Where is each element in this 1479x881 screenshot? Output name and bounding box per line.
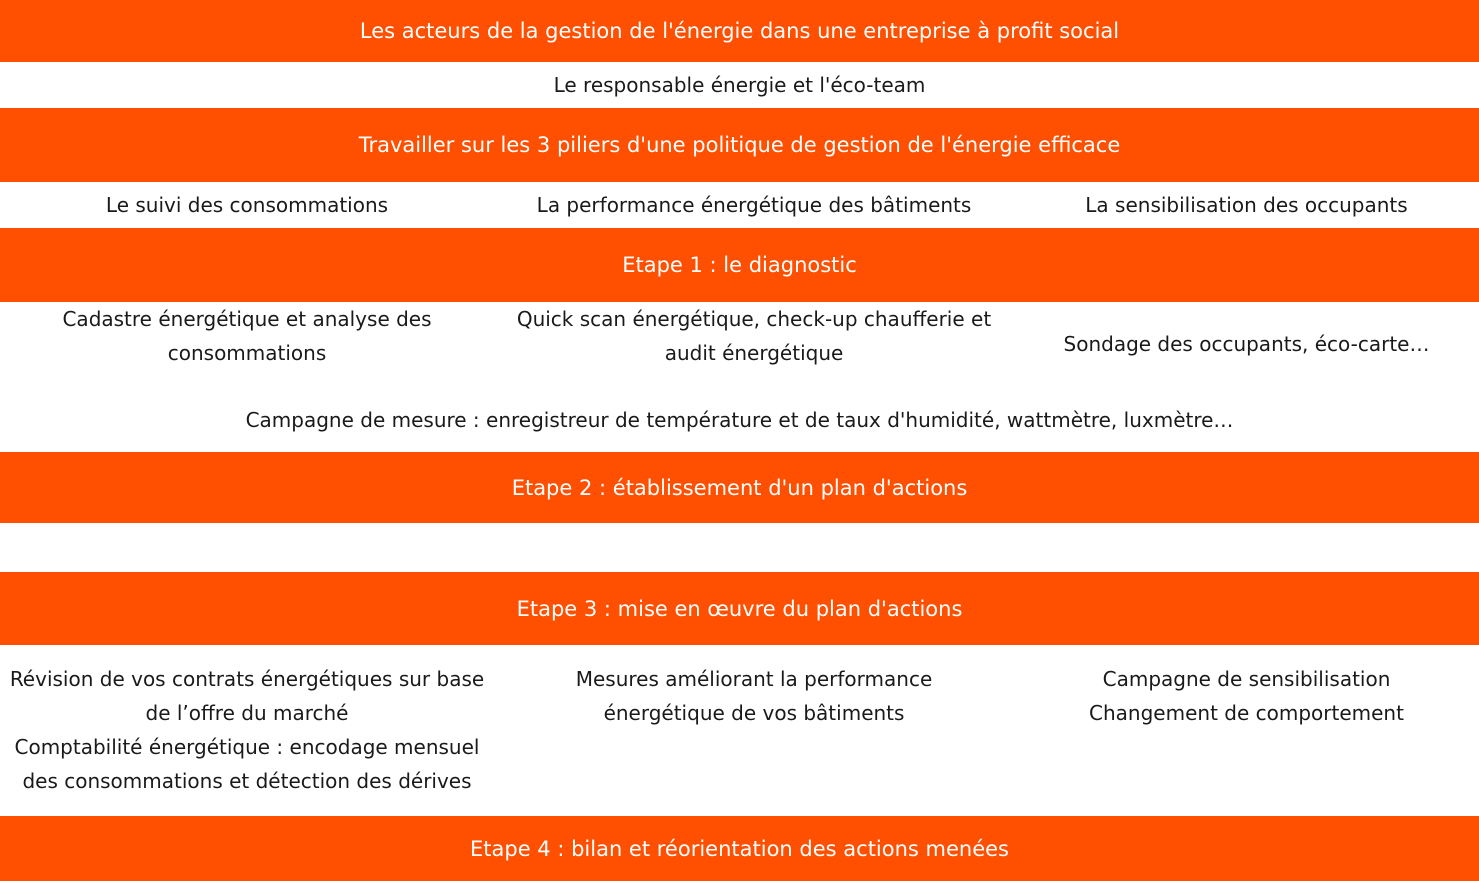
step1-measurement-row <box>0 398 1479 442</box>
step1-quick-scan-line2: audit énergétique <box>664 341 844 365</box>
step3-band <box>0 572 1479 645</box>
step1-quick-scan-line1: Quick scan énergétique, check-up chaufferie et <box>516 307 992 331</box>
step1-title: Etape 1 : le diagnostic <box>622 253 857 277</box>
step1-cadastre <box>0 302 494 386</box>
pillars-row <box>0 182 1479 228</box>
step2-band <box>0 452 1479 523</box>
step1-cadastre-line1: Cadastre énergétique et analyse des <box>62 307 432 331</box>
step3-row <box>0 662 1479 798</box>
actors-row <box>0 62 1479 108</box>
step3-performance-line2: énergétique de vos bâtiments <box>603 701 905 725</box>
step1-row <box>0 302 1479 386</box>
step3-performance-measures <box>494 662 1014 798</box>
step1-cadastre-line2: consommations <box>167 341 327 365</box>
step2-title: Etape 2 : établissement d'un plan d'actions <box>511 475 968 500</box>
header-band <box>0 0 1479 62</box>
header-title: Les acteurs de la gestion de l'énergie dans une entreprise à profit social <box>359 19 1120 43</box>
step3-awareness-line2: Changement de comportement <box>1089 701 1404 725</box>
pillar-building-performance: La performance énergétique des bâtiments <box>536 193 972 217</box>
step1-band <box>0 228 1479 302</box>
step3-contracts-line2: de l’offre du marché <box>145 701 349 725</box>
step1-survey: Sondage des occupants, éco-carte… <box>1063 332 1430 356</box>
step3-awareness-campaign <box>1014 662 1479 798</box>
step1-quick-scan <box>494 302 1014 386</box>
step3-awareness-line1: Campagne de sensibilisation <box>1102 667 1391 691</box>
step3-title: Etape 3 : mise en œuvre du plan d'actions <box>516 596 963 621</box>
step1-measurement: Campagne de mesure : enregistreur de température et de taux d'humidité, wattmètre, luxmètre… <box>245 408 1234 432</box>
step3-performance-line1: Mesures améliorant la performance <box>575 667 933 691</box>
step4-title: Etape 4 : bilan et réorientation des actions menées <box>470 836 1009 861</box>
pillar-occupant-awareness: La sensibilisation des occupants <box>1085 193 1408 217</box>
step3-accounting-line1: Comptabilité énergétique : encodage mensuel <box>14 735 480 759</box>
step4-band <box>0 816 1479 881</box>
pillar-consumption-monitoring: Le suivi des consommations <box>105 193 389 217</box>
step3-accounting-line2: des consommations et détection des dérives <box>22 769 472 793</box>
step3-contracts-line1: Révision de vos contrats énergétiques sur base <box>9 667 485 691</box>
pillars-title: Travailler sur les 3 piliers d'une politique de gestion de l'énergie efficace <box>358 133 1121 157</box>
pillars-band <box>0 108 1479 182</box>
step3-contracts-accounting <box>0 662 494 798</box>
actors-text: Le responsable énergie et l'éco-team <box>553 73 926 97</box>
